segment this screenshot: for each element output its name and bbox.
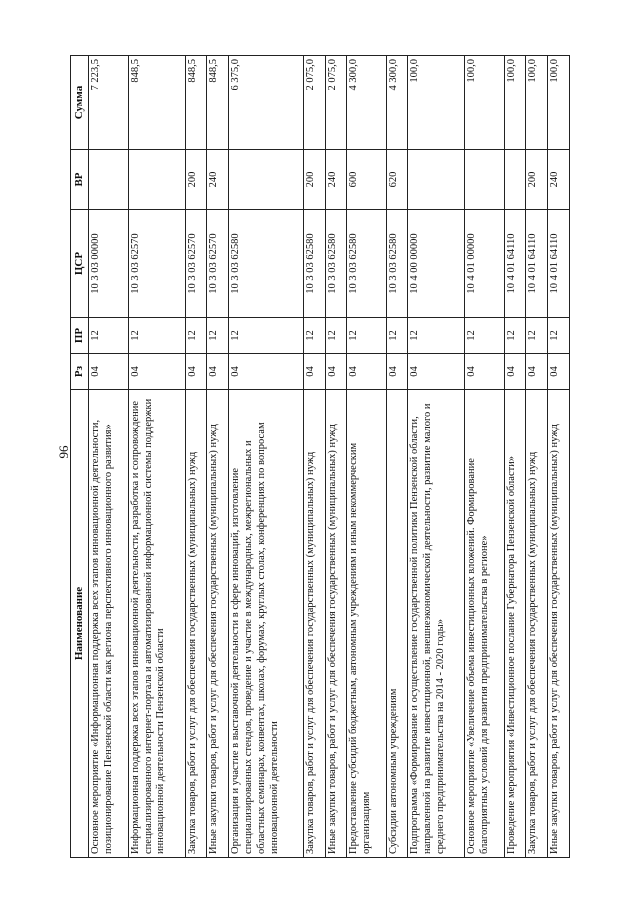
- cell-vr: 600: [347, 150, 386, 210]
- cell-csr: 10 4 01 64110: [504, 210, 526, 318]
- cell-csr: 10 3 03 62580: [386, 210, 408, 318]
- cell-pr: 12: [526, 318, 548, 354]
- cell-sum: 4 300,0: [386, 56, 408, 150]
- cell-pr: 12: [128, 318, 185, 354]
- cell-rz: 04: [548, 354, 570, 390]
- cell-vr: 240: [548, 150, 570, 210]
- cell-pr: 12: [89, 318, 128, 354]
- cell-name: Информационная поддержка всех этапов инновационной деятельности, разработка и сопровождение специализированного интернет-портала и автоматизированной информационной системы поддержки инновационной деятельности Пензенской области: [128, 390, 185, 858]
- cell-rz: 04: [229, 354, 304, 390]
- cell-pr: 12: [386, 318, 408, 354]
- cell-sum: 2 075,0: [325, 56, 347, 150]
- cell-vr: 240: [207, 150, 229, 210]
- cell-sum: 100,0: [504, 56, 526, 150]
- page-number: 96: [56, 445, 71, 459]
- cell-pr: 12: [185, 318, 207, 354]
- cell-name: Закупка товаров, работ и услуг для обеспечения государственных (муниципальных) нужд: [526, 390, 548, 858]
- cell-csr: 10 3 03 62570: [207, 210, 229, 318]
- cell-pr: 12: [325, 318, 347, 354]
- cell-name: Субсидии автономным учреждениям: [386, 390, 408, 858]
- cell-pr: 12: [303, 318, 325, 354]
- table-row: [89, 56, 128, 858]
- cell-sum: 100,0: [526, 56, 548, 150]
- cell-pr: 12: [229, 318, 304, 354]
- cell-rz: 04: [325, 354, 347, 390]
- cell-sum: 848,5: [207, 56, 229, 150]
- table-row: [347, 56, 386, 858]
- cell-vr: [408, 150, 465, 210]
- cell-pr: 12: [347, 318, 386, 354]
- cell-rz: 04: [207, 354, 229, 390]
- table-row: [229, 56, 304, 858]
- header-name: Наименование: [71, 390, 89, 858]
- cell-csr: 10 3 03 62580: [303, 210, 325, 318]
- table-row: [526, 56, 548, 858]
- cell-csr: 10 4 00 00000: [408, 210, 465, 318]
- table-row: [548, 56, 570, 858]
- cell-name: Предоставление субсидий бюджетным, автономным учреждениям и иным некоммерческим организациям: [347, 390, 386, 858]
- header-csr: ЦСР: [71, 210, 89, 318]
- cell-name: Закупка товаров, работ и услуг для обеспечения государственных (муниципальных) нужд: [303, 390, 325, 858]
- cell-rz: 04: [386, 354, 408, 390]
- cell-name: Подпрограмма «Формирование и осуществление государственной политики Пензенской области, направленной на развитие инвестиционной, внешнеэкономической деятельности, развитие малого и среднего предпринимательства на 2014 - 2020 годы»: [408, 390, 465, 858]
- cell-vr: 200: [185, 150, 207, 210]
- cell-sum: 100,0: [408, 56, 465, 150]
- cell-pr: 12: [548, 318, 570, 354]
- cell-vr: [128, 150, 185, 210]
- cell-sum: 6 375,0: [229, 56, 304, 150]
- table-row: [386, 56, 408, 858]
- cell-name: Иные закупки товаров, работ и услуг для обеспечения государственных (муниципальных) нужд: [548, 390, 570, 858]
- cell-rz: 04: [128, 354, 185, 390]
- cell-vr: 620: [386, 150, 408, 210]
- table-row: [303, 56, 325, 858]
- table-body: [89, 56, 570, 858]
- table-header-row: [71, 56, 89, 858]
- cell-rz: 04: [185, 354, 207, 390]
- cell-csr: 10 4 01 64110: [548, 210, 570, 318]
- cell-name: Иные закупки товаров, работ и услуг для обеспечения государственных (муниципальных) нужд: [325, 390, 347, 858]
- cell-sum: 2 075,0: [303, 56, 325, 150]
- cell-sum: 100,0: [465, 56, 504, 150]
- cell-csr: 10 3 03 62570: [185, 210, 207, 318]
- cell-name: Основное мероприятие «Увеличение объема инвестиционных вложений. Формирование благоприятных условий для развития предпринимательства в регионе»: [465, 390, 504, 858]
- header-pr: ПР: [71, 318, 89, 354]
- header-sum: Сумма: [71, 56, 89, 150]
- cell-rz: 04: [526, 354, 548, 390]
- cell-vr: [465, 150, 504, 210]
- cell-sum: 4 300,0: [347, 56, 386, 150]
- cell-sum: 848,5: [128, 56, 185, 150]
- cell-csr: 10 3 03 00000: [89, 210, 128, 318]
- cell-rz: 04: [89, 354, 128, 390]
- table-row: [465, 56, 504, 858]
- cell-name: Основное мероприятие «Информационная поддержка всех этапов инновационной деятельности, позиционирование Пензенской области как региона перспективного инновационного развития»: [89, 390, 128, 858]
- cell-sum: 7 223,5: [89, 56, 128, 150]
- cell-sum: 100,0: [548, 56, 570, 150]
- cell-sum: 848,5: [185, 56, 207, 150]
- cell-pr: 12: [465, 318, 504, 354]
- cell-vr: [89, 150, 128, 210]
- cell-rz: 04: [408, 354, 465, 390]
- table-row: [185, 56, 207, 858]
- cell-rz: 04: [303, 354, 325, 390]
- cell-vr: 200: [526, 150, 548, 210]
- cell-vr: 240: [325, 150, 347, 210]
- header-vr: ВР: [71, 150, 89, 210]
- cell-name: Организация и участие в выставочной деятельности в сфере инноваций, изготовление специализированных стендов, проведение и участие в международных, межрегиональных и областных семинарах, конвентах, школах, форумах, круглых столах, конференциях по вопросам инновационной деятельности: [229, 390, 304, 858]
- table-row: [408, 56, 465, 858]
- cell-csr: 10 3 03 62580: [229, 210, 304, 318]
- cell-csr: 10 3 03 62580: [325, 210, 347, 318]
- table-row: [504, 56, 526, 858]
- cell-pr: 12: [408, 318, 465, 354]
- cell-rz: 04: [504, 354, 526, 390]
- header-rz: Рз: [71, 354, 89, 390]
- cell-rz: 04: [465, 354, 504, 390]
- table-row: [325, 56, 347, 858]
- cell-csr: 10 3 03 62570: [128, 210, 185, 318]
- cell-vr: [229, 150, 304, 210]
- cell-name: Проведение мероприятия «Инвестиционное послание Губернатора Пензенской области»: [504, 390, 526, 858]
- budget-table: [70, 55, 570, 858]
- cell-vr: [504, 150, 526, 210]
- cell-pr: 12: [504, 318, 526, 354]
- cell-csr: 10 4 01 64110: [526, 210, 548, 318]
- cell-vr: 200: [303, 150, 325, 210]
- cell-csr: 10 3 03 62580: [347, 210, 386, 318]
- cell-pr: 12: [207, 318, 229, 354]
- table-row: [207, 56, 229, 858]
- table-row: [128, 56, 185, 858]
- rotated-page-content: [70, 56, 570, 858]
- cell-name: Иные закупки товаров, работ и услуг для обеспечения государственных (муниципальных) нужд: [207, 390, 229, 858]
- cell-rz: 04: [347, 354, 386, 390]
- cell-csr: 10 4 01 00000: [465, 210, 504, 318]
- cell-name: Закупка товаров, работ и услуг для обеспечения государственных (муниципальных) нужд: [185, 390, 207, 858]
